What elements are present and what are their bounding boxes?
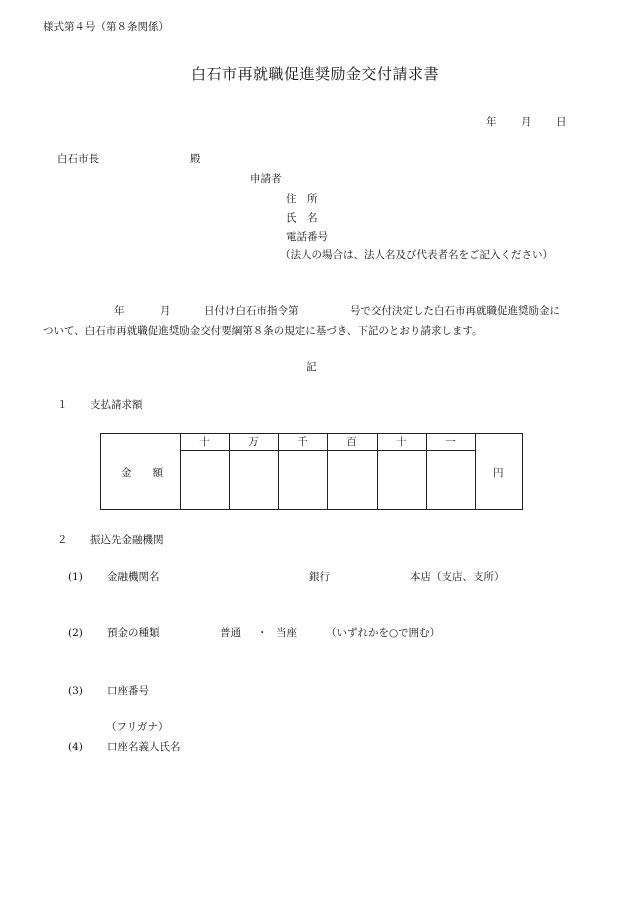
amount-digit-cell[interactable] xyxy=(230,451,278,509)
section1-label: 支払請求額 xyxy=(90,399,143,411)
digit-label-man: 万 xyxy=(248,436,259,448)
amount-label: 金 額 xyxy=(121,467,163,479)
body-text-segment-b: 号で交付決定した白石市再就職促進奨励金に xyxy=(350,305,560,317)
addressee-honorific: 殿 xyxy=(190,153,201,165)
amount-digit-cell[interactable] xyxy=(181,451,229,509)
applicant-label: 申請者 xyxy=(250,173,282,185)
bank-name-label: 金融機関名 xyxy=(107,571,160,583)
digit-label-ichi: 一 xyxy=(445,436,456,448)
deposit-option-toza[interactable]: 当座 xyxy=(276,627,297,639)
body-month-field[interactable]: 月 xyxy=(160,305,171,317)
body-text-line2: ついて、白石市再就職促進奨励金交付要綱第８条の規定に基づき、下記のとおり請求します。 xyxy=(43,325,483,337)
amount-digit-cell[interactable] xyxy=(427,451,475,509)
holder-item-number: (4) xyxy=(68,741,83,753)
bank-item-number: (1) xyxy=(68,571,83,583)
applicant-phone-field[interactable]: 電話番号 xyxy=(286,231,328,243)
deposit-option-futsu[interactable]: 普通 xyxy=(220,627,241,639)
section2-label: 振込先金融機関 xyxy=(90,534,164,546)
applicant-name-field[interactable]: 氏 名 xyxy=(286,212,318,224)
amount-digit-cell[interactable] xyxy=(378,451,426,509)
digit-label-sen: 千 xyxy=(297,436,308,448)
applicant-note: （法人の場合は、法人名及び代表者名をご記入ください） xyxy=(280,249,553,261)
digit-label-juman: 十 xyxy=(199,436,210,448)
amount-table xyxy=(100,433,523,510)
amount-digit-cell[interactable] xyxy=(328,451,377,509)
deposit-type-label: 預金の種類 xyxy=(107,627,160,639)
account-number-item-number: (3) xyxy=(68,685,83,697)
ki-heading: 記 xyxy=(306,361,317,373)
amount-digit-cell[interactable] xyxy=(279,451,327,509)
deposit-note: （いずれかを○で囲む） xyxy=(326,627,441,639)
account-holder-label: 口座名義人氏名 xyxy=(107,741,181,753)
section2-number: ２ xyxy=(57,534,68,546)
digit-label-ju: 十 xyxy=(396,436,407,448)
deposit-item-number: (2) xyxy=(68,627,83,639)
page-title: 白石市再就職促進奨励金交付請求書 xyxy=(190,65,439,83)
applicant-address-field[interactable]: 住 所 xyxy=(286,193,318,205)
furigana-label: （フリガナ） xyxy=(106,721,169,733)
account-number-label: 口座番号 xyxy=(107,685,149,697)
currency-label: 円 xyxy=(493,467,504,479)
date-year-field[interactable]: 年 xyxy=(486,116,497,128)
bank-suffix: 銀行 xyxy=(309,571,330,583)
date-day-field[interactable]: 日 xyxy=(556,116,567,128)
table-divider xyxy=(475,434,476,509)
date-month-field[interactable]: 月 xyxy=(521,116,532,128)
digit-label-hyaku: 百 xyxy=(346,436,357,448)
deposit-separator: ・ xyxy=(257,627,268,639)
body-text-segment-a: 日付け白石市指令第 xyxy=(204,305,299,317)
addressee-name: 白石市長 xyxy=(57,153,99,165)
section1-number: １ xyxy=(57,399,68,411)
body-year-field[interactable]: 年 xyxy=(114,305,125,317)
form-number: 様式第４号（第８条関係） xyxy=(43,21,169,33)
branch-suffix: 本店（支店、支所） xyxy=(410,571,505,583)
